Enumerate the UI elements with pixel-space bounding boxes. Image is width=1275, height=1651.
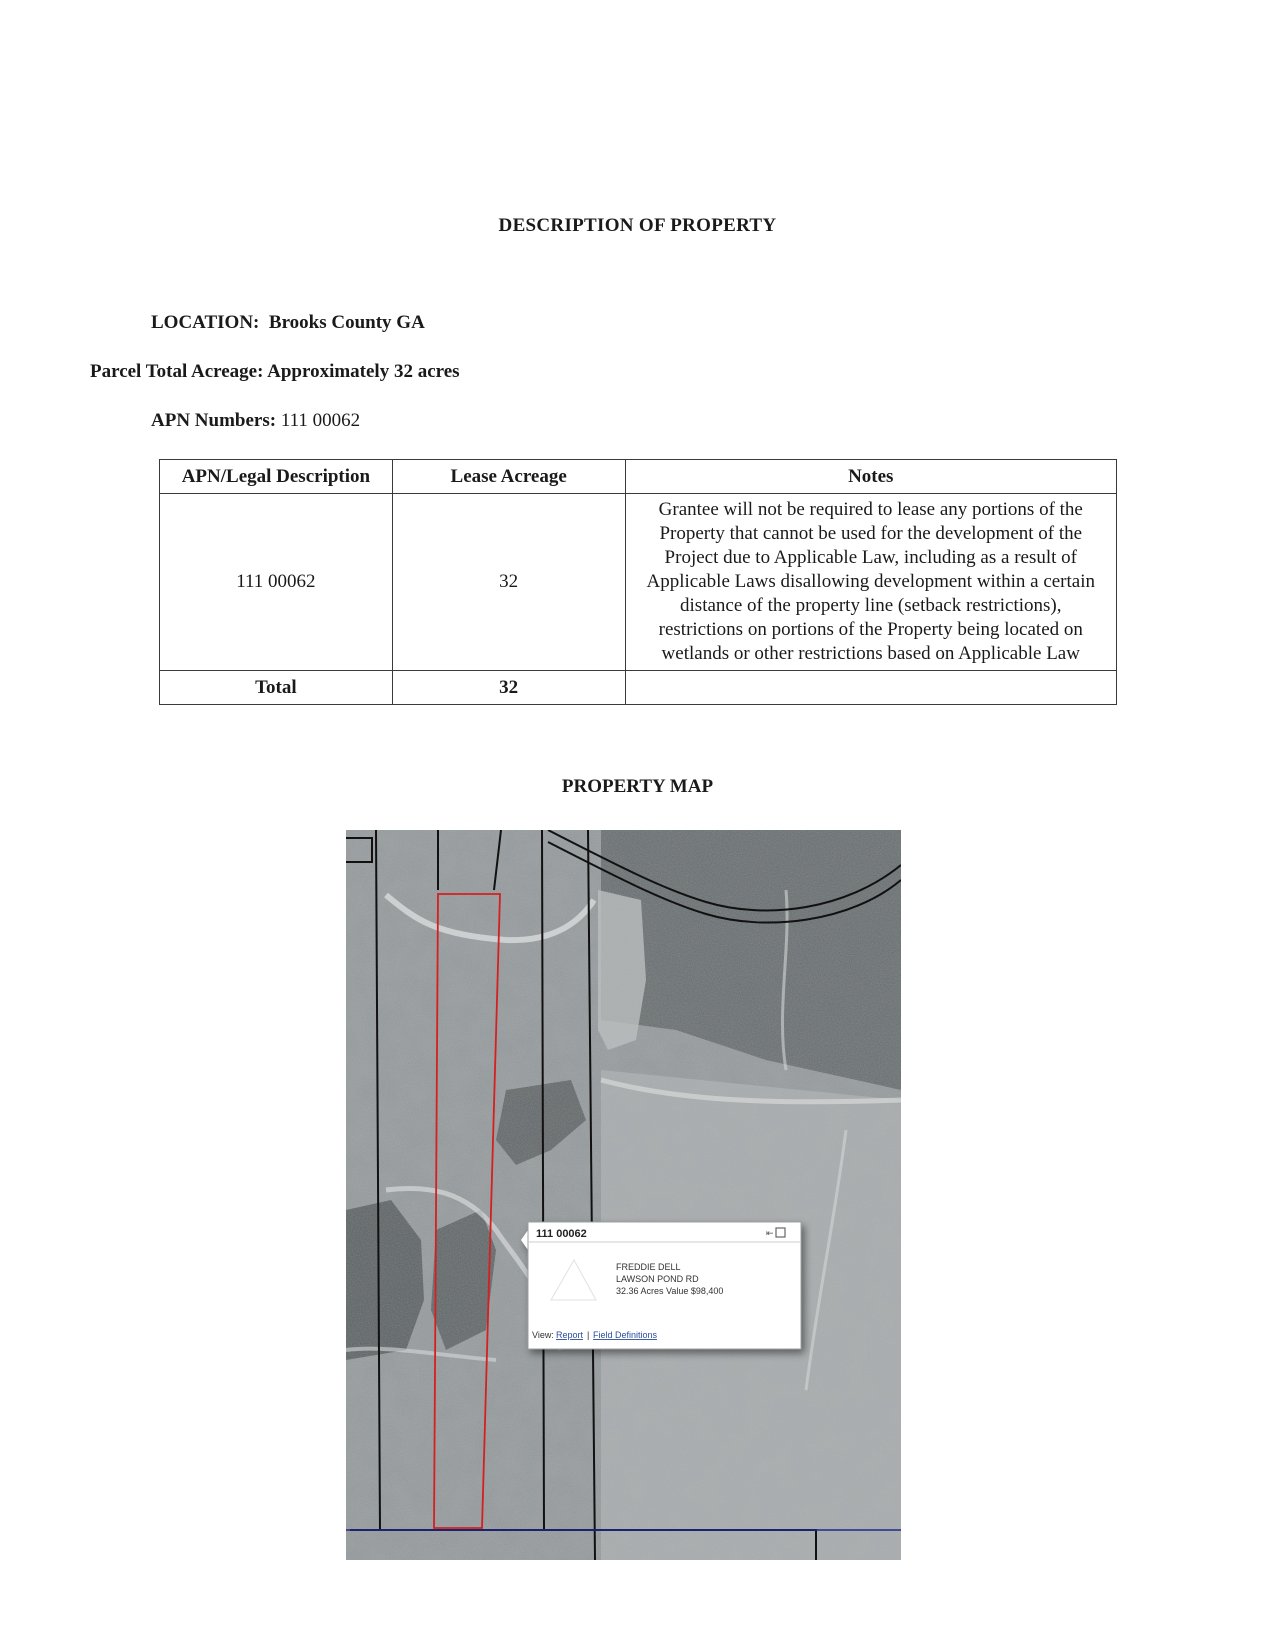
map-title: PROPERTY MAP (561, 776, 714, 797)
apn-value: 111 00062 (280, 410, 361, 431)
property-map (346, 830, 901, 1560)
total-label: Total (160, 671, 393, 705)
location-value: Brooks County GA (268, 312, 425, 333)
acreage-field (90, 361, 460, 383)
popup-field-definitions-link[interactable]: Field Definitions (593, 1330, 658, 1340)
popup-minimize-icon[interactable]: ⇤ (766, 1228, 774, 1238)
cell-apn: 111 00062 (160, 494, 393, 671)
apn-label: APN Numbers: (151, 410, 277, 431)
popup-owner: FREDDIE DELL (616, 1262, 681, 1272)
cell-notes: Grantee will not be required to lease any portions of the Property that cannot be used for the development of the Project due to Applicable Law, including as a result of Applicable Laws disallowing development within a certain distance of the property line (setback restrictions), restrictions on portions of the Property being located on wetlands or other restrictions based on Applicable Law (625, 494, 1116, 671)
total-acreage: 32 (392, 671, 625, 705)
location-label: LOCATION: (151, 312, 260, 333)
apn-field (151, 410, 360, 432)
header-notes: Notes (625, 460, 1116, 494)
location-field (151, 312, 425, 334)
cell-acreage: 32 (392, 494, 625, 671)
map-grain (346, 830, 901, 1560)
header-apn: APN/Legal Description (160, 460, 393, 494)
table-row (160, 494, 1117, 671)
popup-parcel-id: 111 00062 (536, 1228, 587, 1240)
popup-view-label: View: (532, 1330, 554, 1340)
header-lease-acreage: Lease Acreage (392, 460, 625, 494)
popup-separator: | (587, 1330, 590, 1340)
popup-acres-value: 32.36 Acres Value $98,400 (616, 1286, 724, 1296)
page-title: DESCRIPTION OF PROPERTY (498, 215, 777, 236)
apn-table (159, 459, 1117, 705)
table-header-row (160, 460, 1117, 494)
aerial-map-image (346, 830, 901, 1560)
acreage-value: Approximately 32 acres (267, 361, 460, 382)
acreage-label: Parcel Total Acreage: (90, 361, 264, 382)
table-total-row (160, 671, 1117, 705)
popup-road: LAWSON POND RD (616, 1274, 699, 1284)
total-notes-empty (625, 671, 1116, 705)
popup-report-link[interactable]: Report (556, 1330, 584, 1340)
